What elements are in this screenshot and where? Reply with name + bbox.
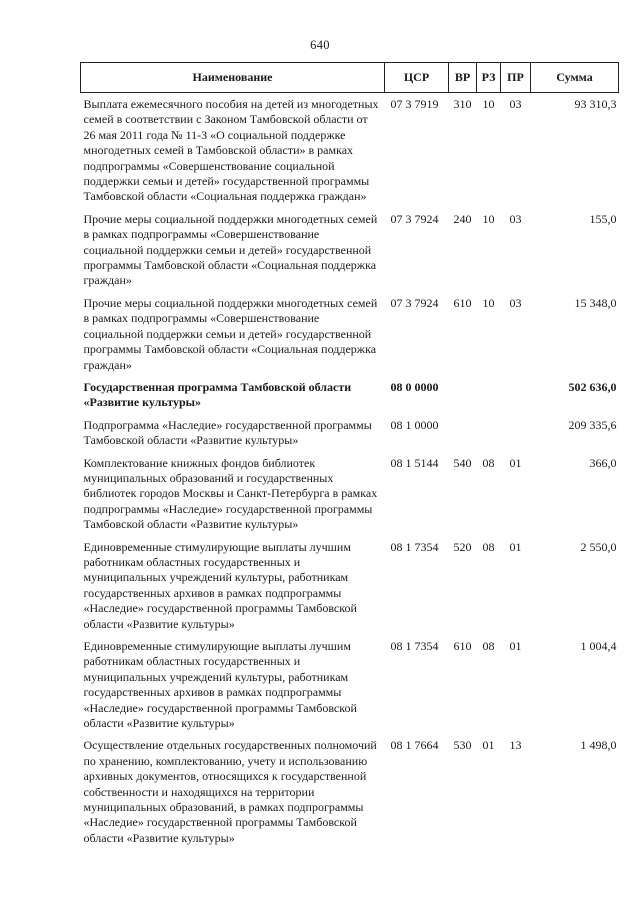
cell-sum: 93 310,3 xyxy=(574,97,617,111)
cell-name: Единовременные стимулирующие выплаты лучшим работникам областных государственных и муниципальных учреждений культуры, работникам государственных архивов в рамках подпрограммы «Наследие» государственной программы Тамбовской области «Развитие культуры» xyxy=(83,639,357,731)
cell-rz: 08 xyxy=(482,539,495,554)
header-sum: Сумма xyxy=(531,63,619,93)
table-row xyxy=(81,93,619,212)
cell-rz: 10 xyxy=(482,211,495,226)
cell-rz: 10 xyxy=(482,295,495,310)
cell-rz: 08 xyxy=(482,455,495,470)
header-pr: ПР xyxy=(501,63,531,93)
cell-pr: 01 xyxy=(509,539,522,554)
table-row xyxy=(81,212,619,296)
cell-sum: 502 636,0 xyxy=(568,379,617,394)
cell-vr xyxy=(449,380,477,418)
cell-name: Единовременные стимулирующие выплаты лучшим работникам областных государственных и муниципальных учреждений культуры, работникам государственных архивов в рамках подпрограммы «Наследие» государственной программы Тамбовской области «Развитие культуры» xyxy=(83,539,357,631)
cell-sum: 1 004,4 xyxy=(580,639,617,653)
table-body xyxy=(81,93,619,854)
cell-pr xyxy=(501,418,531,456)
budget-table xyxy=(80,62,619,853)
table-row xyxy=(81,456,619,540)
header-rz: РЗ xyxy=(477,63,501,93)
cell-csr: 08 0 0000 xyxy=(390,379,439,394)
cell-sum: 155,0 xyxy=(589,211,617,226)
cell-csr: 08 1 7664 xyxy=(390,738,439,753)
cell-sum: 2 550,0 xyxy=(580,539,617,554)
cell-name: Прочие меры социальной поддержки многодетных семей в рамках подпрограммы «Совершенствование социальной поддержки семьи и детей» государственной программы Тамбовской области «Социальная поддержка граждан» xyxy=(83,295,378,372)
cell-pr: 03 xyxy=(509,97,522,111)
header-row xyxy=(81,63,619,93)
cell-name: Подпрограмма «Наследие» государственной программы Тамбовской области «Развитие культуры» xyxy=(83,417,372,448)
table-row xyxy=(81,738,619,853)
cell-vr: 530 xyxy=(453,738,472,753)
cell-vr xyxy=(449,418,477,456)
cell-vr: 610 xyxy=(453,295,472,310)
table-row xyxy=(81,540,619,639)
cell-rz: 10 xyxy=(482,97,495,111)
cell-name: Выплата ежемесячного пособия на детей из многодетных семей в соответствии с Законом Тамбовской области от 26 мая 2011 года № 11-З «О социальной поддержке многодетных семей в Тамбовской области» в рамках подпрограммы «Совершенствование социальной поддержки семьи и детей» государственной программы Тамбовской области «Социальная поддержка граждан» xyxy=(83,97,379,204)
cell-name: Комплектование книжных фондов библиотек муниципальных образований и государственных библиотек городов Москвы и Санкт-Петербурга в рамках подпрограммы «Наследие» государственной программы Тамбовской области «Развитие культуры» xyxy=(83,455,378,532)
cell-name: Прочие меры социальной поддержки многодетных семей в рамках подпрограммы «Совершенствование социальной поддержки семьи и детей» государственной программы Тамбовской области «Социальная поддержка граждан» xyxy=(83,211,378,288)
cell-rz xyxy=(477,380,501,418)
table-header xyxy=(81,63,619,93)
table-row xyxy=(81,380,619,418)
cell-csr: 07 3 7919 xyxy=(390,97,439,111)
cell-sum: 366,0 xyxy=(589,455,617,470)
cell-pr xyxy=(501,380,531,418)
cell-pr: 13 xyxy=(509,738,522,753)
cell-csr: 07 3 7924 xyxy=(390,295,439,310)
table-row xyxy=(81,296,619,380)
cell-csr: 07 3 7924 xyxy=(390,211,439,226)
cell-pr: 01 xyxy=(509,455,522,470)
cell-pr: 01 xyxy=(509,639,522,653)
page-number: 640 xyxy=(310,38,330,52)
cell-csr: 08 1 7354 xyxy=(390,539,439,554)
cell-csr: 08 1 7354 xyxy=(390,639,439,653)
header-csr: ЦСР xyxy=(385,63,449,93)
cell-vr: 240 xyxy=(453,211,472,226)
cell-sum: 1 498,0 xyxy=(580,738,617,753)
table-row xyxy=(81,639,619,738)
cell-vr: 520 xyxy=(453,539,472,554)
cell-pr: 03 xyxy=(509,211,522,226)
header-name: Наименование xyxy=(81,63,385,93)
cell-sum: 15 348,0 xyxy=(574,295,617,310)
cell-pr: 03 xyxy=(509,295,522,310)
table-row xyxy=(81,418,619,456)
cell-name: Государственная программа Тамбовской области «Развитие культуры» xyxy=(83,379,352,410)
cell-csr: 08 1 0000 xyxy=(390,417,439,432)
header-vr: ВР xyxy=(449,63,477,93)
cell-rz: 08 xyxy=(482,639,495,653)
cell-vr: 540 xyxy=(453,455,472,470)
cell-vr: 310 xyxy=(453,97,472,111)
cell-csr: 08 1 5144 xyxy=(390,455,439,470)
cell-rz: 01 xyxy=(482,738,495,753)
cell-rz xyxy=(477,418,501,456)
cell-name: Осуществление отдельных государственных полномочий по хранению, комплектованию, учету и использованию архивных документов, относящихся к государственной собственности и находящихся на территории муниципальных образований, в рамках подпрограммы «Наследие» государственной программы Тамбовской области «Развитие культуры» xyxy=(83,738,377,845)
cell-vr: 610 xyxy=(453,639,472,653)
cell-sum: 209 335,6 xyxy=(568,417,617,432)
